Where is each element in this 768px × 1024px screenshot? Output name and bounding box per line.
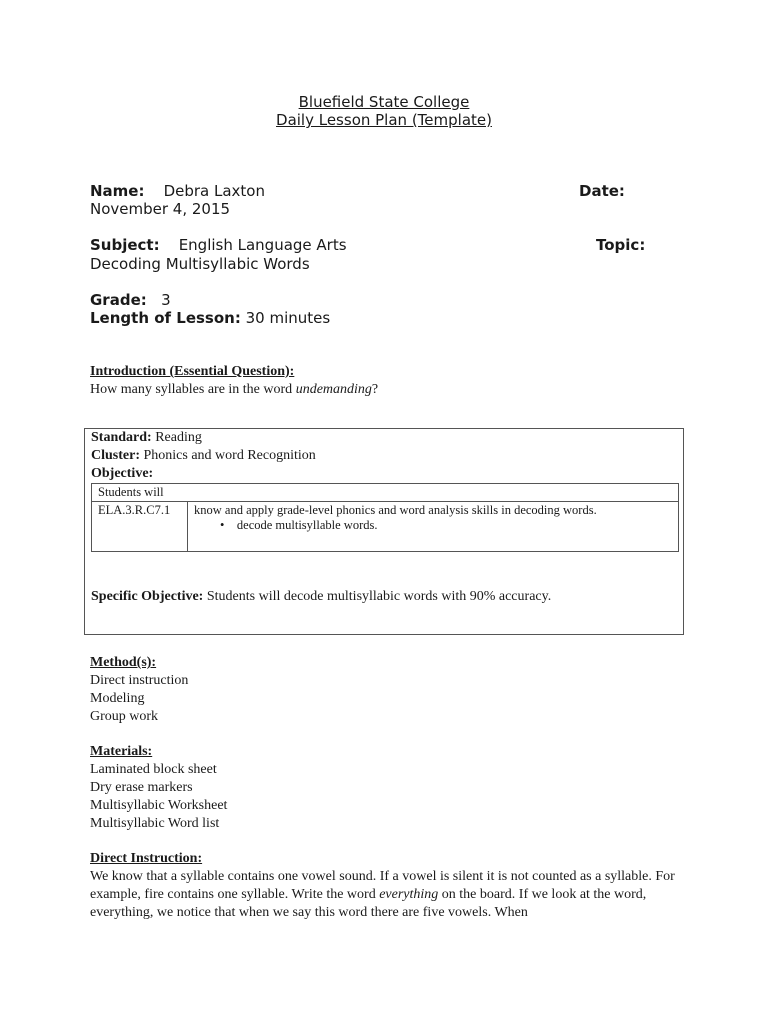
table-header-cell: Students will bbox=[92, 484, 679, 502]
material-item: Laminated block sheet bbox=[90, 762, 217, 777]
template-title: Daily Lesson Plan (Template) bbox=[276, 111, 492, 129]
material-item: Multisyllabic Word list bbox=[90, 816, 220, 831]
name-label: Name: bbox=[90, 182, 145, 200]
date-value: November 4, 2015 bbox=[90, 200, 231, 218]
topic-label: Topic: bbox=[596, 236, 646, 254]
bullet-text: decode multisyllable words. bbox=[236, 518, 378, 532]
cluster-label: Cluster: bbox=[91, 448, 140, 463]
subject-value: English Language Arts bbox=[178, 236, 347, 254]
date-label: Date: bbox=[579, 182, 625, 200]
subject-label: Subject: bbox=[90, 236, 160, 254]
specific-objective-label: Specific Objective: bbox=[91, 589, 204, 604]
standard-line bbox=[91, 430, 202, 446]
standard-label: Standard: bbox=[91, 430, 152, 445]
direct-instruction-heading: Direct Instruction: bbox=[90, 851, 203, 866]
materials-heading: Materials: bbox=[90, 744, 153, 759]
standards-box bbox=[84, 428, 684, 635]
standard-code: ELA.3.R.C7.1 bbox=[92, 502, 188, 552]
topic-value: Decoding Multisyllabic Words bbox=[90, 255, 310, 273]
standard-description: know and apply grade-level phonics and word analysis skills in decoding words. bbox=[194, 503, 597, 517]
length-row bbox=[90, 309, 330, 327]
name-value: Debra Laxton bbox=[163, 182, 265, 200]
cluster-value: Phonics and word Recognition bbox=[143, 448, 316, 463]
question-word: undemanding bbox=[295, 382, 372, 397]
method-item: Modeling bbox=[90, 691, 145, 706]
bullet-item bbox=[194, 518, 672, 533]
length-value: 30 minutes bbox=[245, 309, 331, 327]
direct-instruction-text: We know that a syllable contains one vowel sound. If a vowel is silent it is not counted as a syllable. For example, fire contains one syllable. Write the word everything on the board. If we look at the word, everything, we notice that when we say this word there are five vowels. When bbox=[90, 869, 675, 920]
method-item: Group work bbox=[90, 709, 159, 724]
methods-heading: Method(s): bbox=[90, 655, 157, 670]
name-row bbox=[90, 182, 265, 200]
italic-word: everything bbox=[379, 887, 439, 902]
cluster-line bbox=[91, 448, 316, 464]
subject-row bbox=[90, 236, 347, 254]
bullet-icon: • bbox=[220, 518, 225, 532]
grade-label: Grade: bbox=[90, 291, 147, 309]
objective-label: Objective: bbox=[91, 466, 154, 481]
grade-row bbox=[90, 291, 171, 309]
grade-value: 3 bbox=[161, 291, 171, 309]
college-title: Bluefield State College bbox=[298, 93, 470, 111]
essential-question: How many syllables are in the word undemanding? bbox=[90, 382, 379, 397]
method-item: Direct instruction bbox=[90, 673, 189, 688]
objective-table bbox=[91, 483, 679, 552]
material-item: Dry erase markers bbox=[90, 780, 193, 795]
standard-description-cell bbox=[188, 502, 679, 552]
standard-value: Reading bbox=[155, 430, 202, 445]
introduction-heading: Introduction (Essential Question): bbox=[90, 364, 295, 379]
length-label: Length of Lesson: bbox=[90, 309, 241, 327]
specific-objective-line bbox=[91, 589, 551, 605]
material-item: Multisyllabic Worksheet bbox=[90, 798, 228, 813]
specific-objective-value: Students will decode multisyllabic words with 90% accuracy. bbox=[206, 589, 552, 604]
